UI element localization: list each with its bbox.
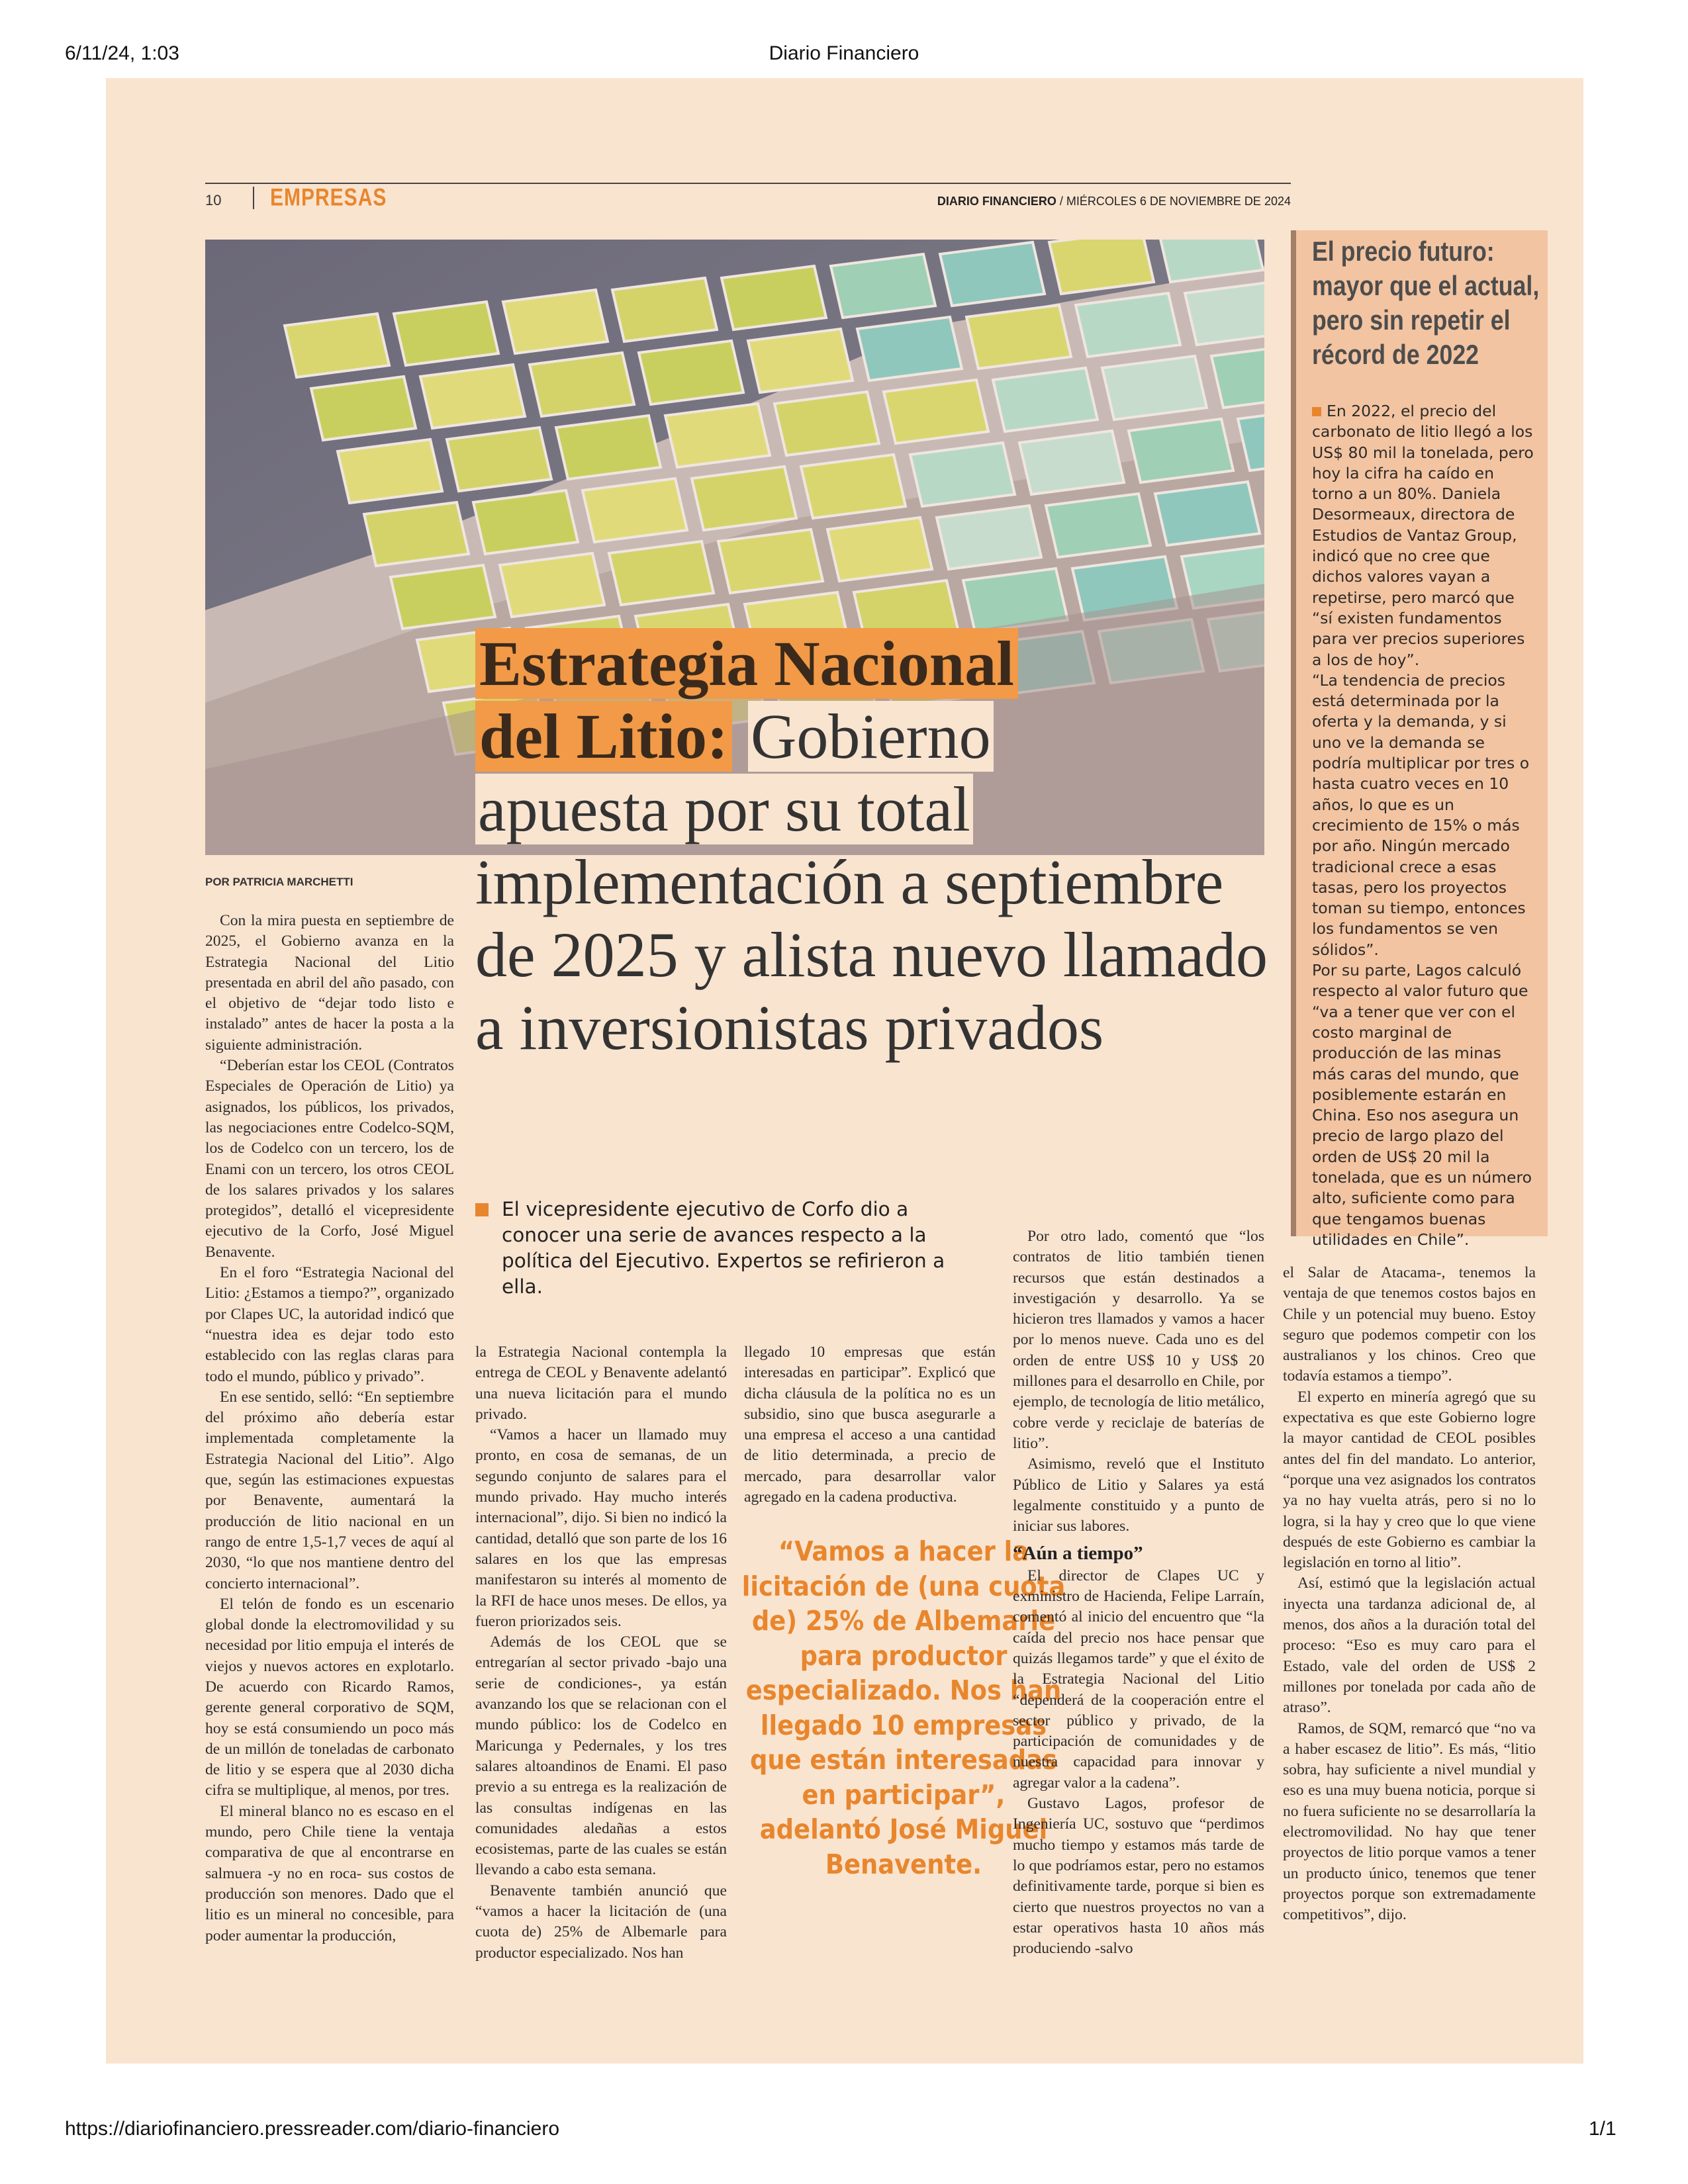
paragraph: “Vamos a hacer un llamado muy pronto, en cosa de semanas, de un segundo conjunto de salares para el mundo privado. Hay mucho interés internacional”, dijo. Si bien no indicó la cantidad, detalló que son parte de los 16 salares en los que las empresas manifestaron su interés al momento de la RFI de hace unos meses. De ellos, ya fueron priorizados seis. bbox=[475, 1426, 727, 1630]
evaporation-pond bbox=[748, 329, 853, 392]
evaporation-pond bbox=[1076, 293, 1180, 357]
evaporation-pond bbox=[612, 278, 717, 341]
evaporation-pond bbox=[1019, 431, 1124, 494]
deck-text: El vicepresidente ejecutivo de Corfo dio a conocer una serie de avances respecto a la política del Ejecutivo. Expertos se refirieron a ella. bbox=[502, 1198, 945, 1298]
evaporation-pond bbox=[774, 392, 879, 455]
headline-highlight-2: del Litio: bbox=[475, 701, 732, 772]
paragraph: En el foro “Estrategia Nacional del Litio: ¿Estamos a tiempo?”, organizado por Clapes UC, la autoridad indicó que “nuestra idea es dejar todo esto establecido con las reglas claras para todo el mundo, público y privado”. bbox=[205, 1264, 454, 1385]
page-number: 10 bbox=[205, 192, 222, 208]
paragraph: Gustavo Lagos, profesor de Ingeniería UC, sostuvo que “perdimos mucho tiempo y estamos más tarde de lo que podríamos estar, pero no estamos definitivamente tarde, porque si bien es cierto que nuestros proyectos no van a estar operativos hasta 10 años más produciendo -salvo bbox=[1013, 1795, 1264, 1958]
evaporation-pond bbox=[665, 404, 770, 467]
square-bullet-icon bbox=[475, 1203, 489, 1216]
paragraph: Así, estimó que la legislación actual inyecta una tardanza adicional de, al menos, dos años a la duración total del proceso: “Eso es muy caro para el Estado, vale del orden de US$ 2 millones por tonelada por cada año de atraso”. bbox=[1283, 1574, 1536, 1717]
headline-part-1: Gobierno bbox=[748, 701, 994, 772]
evaporation-pond bbox=[285, 314, 389, 377]
evaporation-pond bbox=[583, 478, 687, 542]
section-label: EMPRESAS bbox=[270, 184, 387, 212]
article-column-1 bbox=[205, 911, 454, 1946]
evaporation-pond bbox=[1185, 281, 1264, 345]
evaporation-pond bbox=[447, 428, 551, 491]
evaporation-pond bbox=[556, 416, 661, 479]
evaporation-pond bbox=[993, 368, 1098, 432]
evaporation-pond bbox=[692, 467, 796, 530]
masthead-name: DIARIO FINANCIERO bbox=[937, 195, 1056, 208]
evaporation-pond bbox=[857, 317, 962, 381]
price-sidebar bbox=[1291, 230, 1548, 1249]
print-page-title: Diario Financiero bbox=[769, 42, 919, 64]
evaporation-pond bbox=[1155, 482, 1260, 545]
evaporation-pond bbox=[966, 305, 1071, 369]
paragraph: En ese sentido, selló: “En septiembre del próximo año debería estar implementada completamente la Estrategia Nacional del Litio”. Algo que, según las estimaciones expuestas por Benavente, aumentará la producción de litio nacional en un rango de entre 1,5-1,7 veces de aquí al 2030, “lo que nos mantiene dentro del concierto internacional”. bbox=[205, 1388, 454, 1592]
paragraph: el Salar de Atacama-, tenemos la ventaja de que tenemos costos bajos en Chile y un potencial muy bueno. Estoy seguro que podemos competir con los australianos y los chinos. Creo que todavía estamos a tiempo”. bbox=[1283, 1264, 1536, 1385]
paragraph: El experto en minería agregó que su expectativa es que este Gobierno logre la mayor cantidad de CEOL posibles antes del fin del mandato. Lo anterior, “porque una vez asignados los contratos ya no hay vuelta atrás, pero si no lo logra, si la hay y creo que lo que viene después de este Gobierno es cambiar la legislación en torno al litio”. bbox=[1283, 1388, 1536, 1572]
evaporation-pond bbox=[391, 565, 495, 629]
paragraph: Benavente también anunció que “vamos a hacer la licitación de (una cuota de) 25% de Albemarle para productor especializado. Nos han bbox=[475, 1882, 727, 1962]
article-column-4 bbox=[1013, 1226, 1264, 1959]
evaporation-pond bbox=[940, 242, 1045, 306]
sidebar-paragraph: Por su parte, Lagos calculó respecto al valor futuro que “va a tener que ver con el costo marginal de producción de las minas más caras del mundo, que posiblemente estarán en China. Eso nos asegura un precio de largo plazo del orden de US$ 20 mil la tonelada, que es un número alto, suficiente como para que tengamos buenas utilidades en Chile”. bbox=[1312, 961, 1532, 1249]
print-timestamp: 6/11/24, 1:03 bbox=[65, 42, 179, 64]
evaporation-pond bbox=[722, 266, 826, 330]
evaporation-pond bbox=[420, 365, 525, 428]
square-bullet-icon bbox=[1312, 407, 1321, 416]
evaporation-pond bbox=[473, 490, 578, 554]
article-column-2 bbox=[475, 1342, 727, 1964]
header-divider bbox=[253, 187, 254, 209]
paragraph: Ramos, de SQM, remarcó que “no va a haber escasez de litio”. Es más, “litio sobra, hay suficiente a nivel mundial y eso es una muy buena noticia, porque si no fuera suficiente no se desarrollaría la electromovilidad. No hay que tener proyectos de litio porque vamos a tener un producto único, tenemos que tener proyectos porque son extremadamente competitivos”, dijo. bbox=[1283, 1719, 1536, 1924]
byline: POR PATRICIA MARCHETTI bbox=[205, 876, 353, 888]
paragraph: “Deberían estar los CEOL (Contratos Especiales de Operación de Litio) ya asignados, los públicos, los privados, las negociaciones entre Codelco-SQM, los de Codelco con un tercero, los de Enami con un tercero, los otros CEOL de los salares privados y los salares protegidos”, detalló el vicepresidente ejecutivo de la Corfo, José Miguel Benavente. bbox=[205, 1057, 454, 1261]
newspaper-page bbox=[106, 78, 1583, 2064]
sidebar-paragraph: En 2022, el precio del carbonato de litio llegó a los US$ 80 mil la tonelada, pero hoy la cifra ha caído en torno a un 80%. Daniela Desormeaux, directora de Estudios de Vantaz Group, indicó que no cree que dichos valores vayan a repetirse, pero marcó que “sí existen fundamentos para ver precios superiores a los de hoy”. bbox=[1312, 402, 1534, 669]
headline-highlight-1: Estrategia Nacional bbox=[475, 628, 1018, 699]
main-headline bbox=[475, 627, 1270, 1064]
print-page-count: 1/1 bbox=[1589, 2118, 1617, 2140]
pull-quote: “Vamos a hacer la licitación de (una cuota de) 25% de Albemarle para productor especializado. Nos han llegado 10 empresas que están interesadas en participar”, adelantó José Miguel Benavente. bbox=[741, 1535, 1066, 1880]
evaporation-pond bbox=[364, 502, 469, 566]
evaporation-pond bbox=[1102, 356, 1207, 420]
evaporation-pond bbox=[338, 439, 442, 503]
evaporation-pond bbox=[801, 455, 906, 518]
evaporation-pond bbox=[1129, 419, 1233, 482]
evaporation-pond bbox=[530, 353, 634, 416]
paragraph: Además de los CEOL que se entregarían al sector privado -bajo una serie de condiciones-, ya están avanzando los que se relacionan con el mundo público: los de Codelco en Maricunga y Pedernales, y los tres salares altoandinos de Enami. El paso previo a su entrega es la realización de las consultas indígenas en las comunidades aledañas a estos ecosistemas, parte de las cuales se están llevando a cabo esta semana. bbox=[475, 1633, 727, 1879]
issue-date: / MIÉRCOLES 6 DE NOVIEMBRE DE 2024 bbox=[1059, 195, 1291, 208]
masthead bbox=[794, 195, 1291, 208]
article-column-3 bbox=[744, 1342, 996, 1508]
evaporation-pond bbox=[910, 443, 1015, 506]
paragraph: llegado 10 empresas que están interesadas en participar”. Explicó que dicha cláusula de la política no es un subsidio, sino que busca asegurarle a una empresa el acceso a una cantidad de litio determinada, a precio de mercado, para desarrollar valor agregado en la cadena productiva. bbox=[744, 1343, 996, 1506]
paragraph: Por otro lado, comentó que “los contratos de litio también tienen recursos que están destinados a investigación y desarrollo. Ya se hicieron tres llamados y vamos a hacer por lo menos nueve. Cada uno es del orden de entre US$ 10 y US$ 20 millones para el desarrollo en Chile, por ejemplo, de tecnología de litio metálico, cobre verde y reciclaje de baterías de litio”. bbox=[1013, 1228, 1264, 1452]
evaporation-pond bbox=[937, 506, 1041, 569]
evaporation-pond bbox=[503, 290, 608, 353]
article-column-5 bbox=[1283, 1263, 1536, 1926]
evaporation-pond bbox=[500, 553, 604, 617]
subheading: “Aún a tiempo” bbox=[1013, 1543, 1143, 1565]
sidebar-title: El precio futuro: mayor que el actual, pero sin repetir el récord de 2022 bbox=[1312, 236, 1540, 370]
paragraph: Asimismo, reveló que el Instituto Público de Litio y Salares ya está legalmente constituido y a punto de iniciar sus labores. bbox=[1013, 1455, 1264, 1535]
sidebar-text bbox=[1312, 401, 1537, 1250]
evaporation-pond bbox=[311, 377, 416, 440]
paragraph: El mineral blanco no es escaso en el mundo, pero Chile tiene la ventaja comparativa de que al encontrarse en salmuera -y no en roca- sus costos de producción son menores. Dado que el litio es un mineral no concesible, para poder aumentar la producción, bbox=[205, 1802, 454, 1944]
evaporation-pond bbox=[394, 302, 498, 365]
paragraph: El director de Clapes UC y exministro de Hacienda, Felipe Larraín, comentó al inicio del encuentro que “la caída del precio nos hace pensar que quizás llegamos tarde” y que el éxito de la Estrategia Nacional del Litio “dependerá de la cooperación entre el sector público y privado, de la participación de comunidades y de nuestra capacidad para innovar y agregar valor a la cadena”. bbox=[1013, 1567, 1264, 1792]
evaporation-pond bbox=[718, 529, 823, 593]
article-deck bbox=[475, 1197, 952, 1300]
headline-part-2: apuesta por su total bbox=[475, 774, 973, 844]
headline-part-3: implementación a septiembre de 2025 y alista nuevo llamado a inversionistas privados bbox=[475, 846, 1268, 1063]
paragraph: Con la mira puesta en septiembre de 2025, el Gobierno avanza en la Estrategia Nacional del Litio presentada en abril del año pasado, con el objetivo de “dejar todo listo e instalado” antes de hacer la posta a la siguiente administración. bbox=[205, 912, 454, 1054]
evaporation-pond bbox=[884, 380, 988, 443]
paragraph: El telón de fondo es un escenario global donde la electromovilidad y su necesidad por litio empuja el interés de viejos y nuevos actores en explotarlo. De acuerdo con Ricardo Ramos, gerente general corporativo de SQM, hoy se está consumiendo un poco más de un millón de toneladas de carbonato de litio y se espera que al 2030 dicha cifra se multiplique, al menos, por tres. bbox=[205, 1595, 454, 1799]
evaporation-pond bbox=[1046, 494, 1150, 557]
evaporation-pond bbox=[827, 518, 932, 581]
paragraph: la Estrategia Nacional contempla la entrega de CEOL y Benavente adelantó una nueva licitación para el mundo privado. bbox=[475, 1343, 727, 1423]
sidebar-paragraph: “La tendencia de precios está determinada por la oferta y la demanda, y si uno ve la demanda se podría multiplicar por tres o hasta cuatro veces en 10 años, lo que es un crecimiento de 15% o más por año. Ningún mercado tradicional crece a esas tasas, pero los proyectos toman su tiempo, entonces los fundamentos se ven sólidos”. bbox=[1312, 670, 1530, 959]
evaporation-pond bbox=[639, 341, 743, 404]
print-url[interactable]: https://diariofinanciero.pressreader.com/diario-financiero bbox=[65, 2118, 560, 2140]
evaporation-pond bbox=[831, 254, 935, 318]
evaporation-pond bbox=[609, 541, 714, 605]
